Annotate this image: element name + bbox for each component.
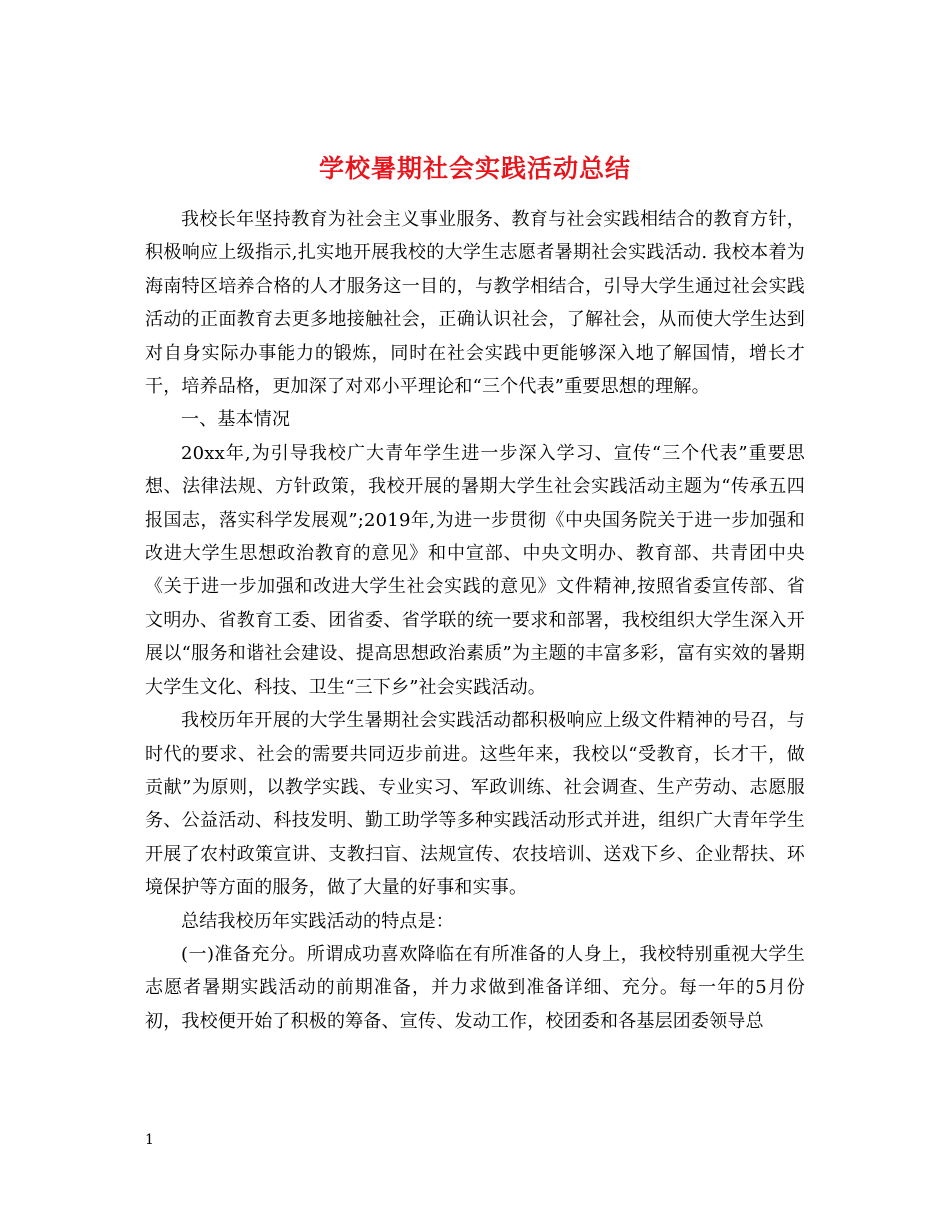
paragraph-preparation: (一)准备充分。所谓成功喜欢降临在有所准备的人身上，我校特别重视大学生志愿者暑期实践活动的前期准备，并力求做到准备详细、充分。每一年的5月份初，我校便开始了积极的筹备、宣传、发动工作，校团委和各基层团委领导总 — [145, 943, 805, 1032]
section-heading-basic-situation: 一、基本情况 — [181, 409, 291, 431]
document-title: 学校暑期社会实践活动总结 — [318, 153, 631, 183]
paragraph-history: 我校历年开展的大学生暑期社会实践活动都积极响应上级文件精神的号召，与时代的要求、社会的需要共同迈步前进。这些年来，我校以“受教育，长才干，做贡献”为原则，以教学实践、专业实习、军政训练、社会调查、生产劳动、志愿服务、公益活动、科技发明、勤工助学等多种实践活动形式并进，组织广大青年学生开展了农村政策宣讲、支教扫盲、法规宣传、农技培训、送戏下乡、企业帮扶、环境保护等方面的服务，做了大量的好事和实事。 — [145, 710, 805, 899]
paragraph-intro: 我校长年坚持教育为社会主义事业服务、教育与社会实践相结合的教育方针，积极响应上级指示,扎实地开展我校的大学生志愿者暑期社会实践活动. 我校本着为海南特区培养合格的人才服务这一目的，与教学相结合，引导大学生通过社会实践活动的正面教育去更多地接触社会，正确认识社会，了解社会，从而使大学生达到对自身实际办事能力的锻炼，同时在社会实践中更能够深入地了解国情，增长才干，培养品格，更加深了对邓小平理论和“三个代表”重要思想的理解。 — [145, 209, 805, 398]
paragraph-features-intro: 总结我校历年实践活动的特点是： — [181, 910, 454, 932]
page-number: 1 — [145, 1132, 154, 1148]
paragraph-basic-situation: 20xx年,为引导我校广大青年学生进一步深入学习、宣传“三个代表”重要思想、法律法规、方针政策，我校开展的暑期大学生社会实践活动主题为“传承五四报国志，落实科学发展观”;2019年,为进一步贯彻《中央国务院关于进一步加强和改进大学生思想政治教育的意见》和中宣部、中央文明办、教育部、共青团中央《关于进一步加强和改进大学生社会实践的意见》文件精神,按照省委宣传部、省文明办、省教育工委、团省委、省学联的统一要求和部署，我校组织大学生深入开展以“服务和谐社会建设、提高思想政治素质”为主题的丰富多彩，富有实效的暑期大学生文化、科技、卫生“三下乡”社会实践活动。 — [145, 442, 805, 698]
document-body — [145, 203, 805, 1038]
